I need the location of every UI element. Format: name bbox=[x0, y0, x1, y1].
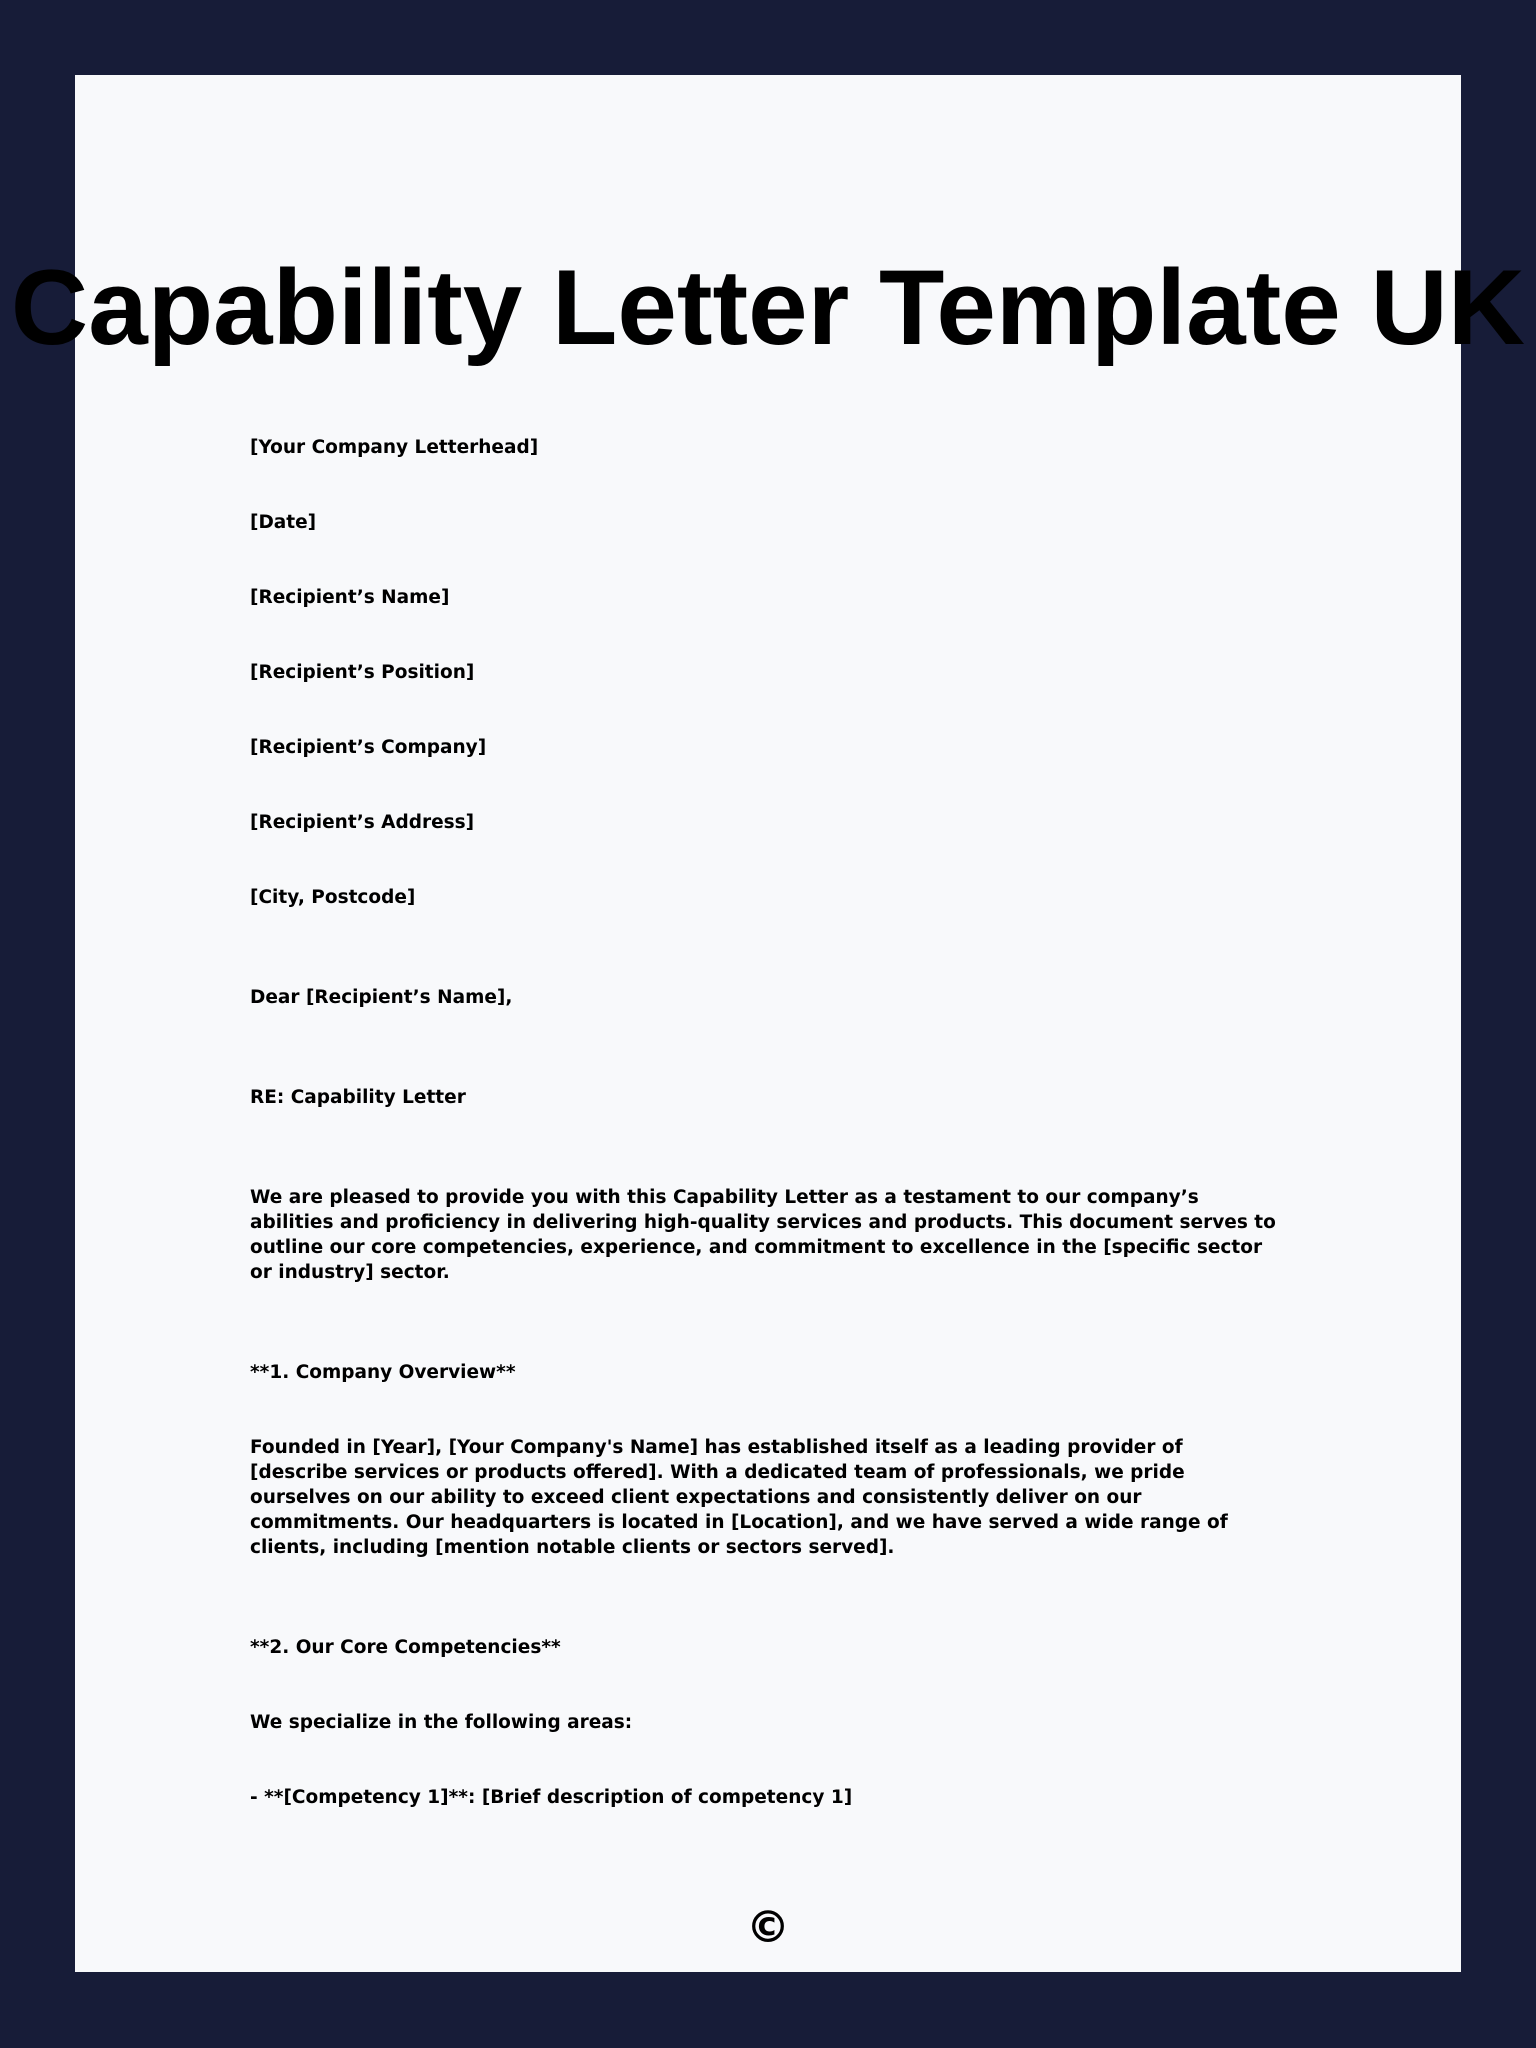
intro-paragraph: We are pleased to provide you with this Capability Letter as a testament to our company’s abilities and proficiency in delivering high-quality services and products. This document serves to outline our core competencies, experience, and commitment to excellence in the [specific sector or industry] sector. bbox=[250, 1187, 1276, 1283]
competency-list-item: - **[Competency 1]**: [Brief description of competency 1] bbox=[250, 1787, 853, 1808]
city-postcode-placeholder: [City, Postcode] bbox=[250, 887, 416, 908]
salutation: Dear [Recipient’s Name], bbox=[250, 987, 513, 1008]
recipient-address-placeholder: [Recipient’s Address] bbox=[250, 812, 475, 833]
section-heading-company-overview: **1. Company Overview** bbox=[250, 1362, 516, 1383]
copyright-icon: © bbox=[746, 1902, 790, 1953]
letter-body bbox=[250, 435, 1280, 1810]
core-competencies-intro: We specialize in the following areas: bbox=[250, 1712, 633, 1733]
subject-line: RE: Capability Letter bbox=[250, 1087, 466, 1108]
company-overview-paragraph: Founded in [Year], [Your Company's Name] has established itself as a leading provider of [describe services or products offered]. With a dedicated team of professionals, we pride ourselves on our ability to exceed client expectations and consistently deliver on our commitments. Our headquarters is located in [Location], and we have served a wide range of clients, including [mention notable clients or sectors served]. bbox=[250, 1437, 1228, 1558]
page-title: Capability Letter Template UK bbox=[10, 247, 1526, 367]
recipient-company-placeholder: [Recipient’s Company] bbox=[250, 737, 487, 758]
recipient-position-placeholder: [Recipient’s Position] bbox=[250, 662, 475, 683]
date-placeholder: [Date] bbox=[250, 512, 317, 533]
section-heading-core-competencies: **2. Our Core Competencies** bbox=[250, 1637, 561, 1658]
letterhead-placeholder: [Your Company Letterhead] bbox=[250, 437, 539, 458]
recipient-name-placeholder: [Recipient’s Name] bbox=[250, 587, 450, 608]
